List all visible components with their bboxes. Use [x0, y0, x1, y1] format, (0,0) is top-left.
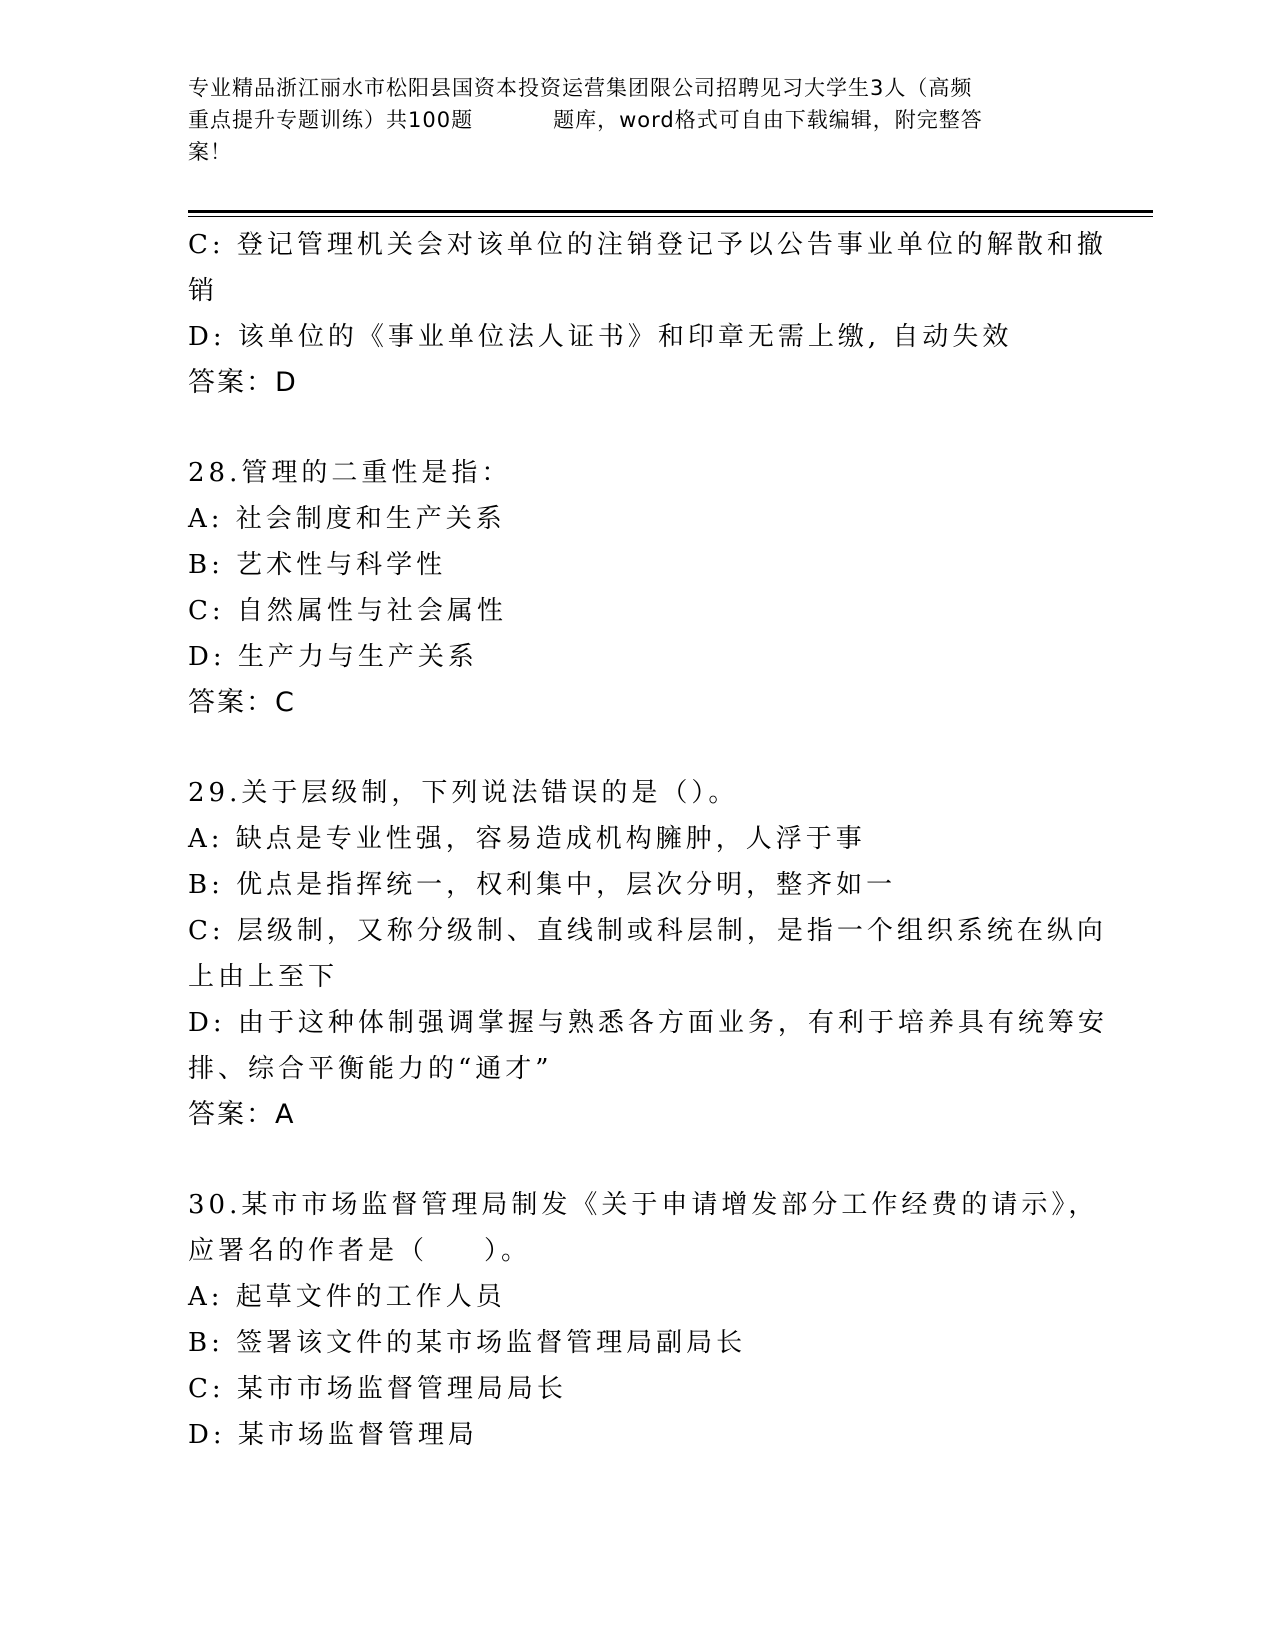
- question-stem: 28.管理的二重性是指：: [188, 458, 512, 488]
- option-d-line-1: D: 由于这种体制强调掌握与熟悉各方面业务，有利于培养具有统筹安: [188, 1008, 1108, 1038]
- option-b: B: 签署该文件的某市场监督管理局副局长: [188, 1328, 747, 1358]
- option-c: C: 自然属性与社会属性: [188, 596, 507, 626]
- option-c-line-1: C: 层级制，又称分级制、直线制或科层制，是指一个组织系统在纵向: [188, 916, 1107, 946]
- question-27-tail: [188, 222, 1107, 406]
- header-line-2: [188, 104, 1088, 136]
- header-line-1: 专业精品浙江丽水市松阳县国资本投资运营集团限公司招聘见习大学生3人（高频: [188, 76, 973, 100]
- question-30: [188, 1182, 1099, 1458]
- spacer: [188, 1138, 1088, 1182]
- question-29: [188, 770, 1108, 1138]
- answer: 答案：D: [188, 367, 298, 398]
- option-c-line-2: 上由上至下: [188, 962, 339, 992]
- header-line-2-part-1: 重点提升专题训练）共100题: [188, 108, 474, 132]
- header-divider: [188, 210, 1153, 217]
- question-stem-line-2-part-2: ）。: [484, 1236, 532, 1266]
- question-content: [188, 222, 1108, 1458]
- option-d: D: 该单位的《事业单位法人证书》和印章无需上缴, 自动失效: [188, 322, 1013, 352]
- header-line-3: 案！: [188, 140, 232, 164]
- answer: 答案：C: [188, 687, 296, 718]
- option-b: B: 艺术性与科学性: [188, 550, 447, 580]
- option-b: B: 优点是指挥统一，权利集中，层次分明，整齐如一: [188, 870, 897, 900]
- option-a: A: 缺点是专业性强，容易造成机构臃肿，人浮于事: [188, 824, 866, 854]
- option-d-line-2: 排、综合平衡能力的“通才”: [188, 1054, 553, 1084]
- document-header: [188, 72, 1088, 168]
- option-d: D: 某市场监督管理局: [188, 1420, 478, 1450]
- question-stem-line-2-part-1: 应署名的作者是（: [188, 1236, 429, 1266]
- option-c-line-1: C: 登记管理机关会对该单位的注销登记予以公告事业单位的解散和撤: [188, 230, 1107, 260]
- header-line-2-part-2: 题库，word格式可自由下载编辑，附完整答: [553, 108, 983, 132]
- question-stem-line-2: [188, 1228, 1088, 1274]
- option-a: A: 社会制度和生产关系: [188, 504, 506, 534]
- option-a: A: 起草文件的工作人员: [188, 1282, 506, 1312]
- question-stem: 29.关于层级制，下列说法错误的是（）。: [188, 778, 739, 808]
- option-c-line-2: 销: [188, 276, 219, 306]
- question-28: [188, 450, 1088, 726]
- answer: 答案：A: [188, 1099, 296, 1130]
- spacer: [188, 726, 1088, 770]
- option-d: D: 生产力与生产关系: [188, 642, 478, 672]
- question-stem-line-1: 30.某市市场监督管理局制发《关于申请增发部分工作经费的请示》，: [188, 1190, 1099, 1220]
- option-c: C: 某市市场监督管理局局长: [188, 1374, 567, 1404]
- spacer: [188, 406, 1088, 450]
